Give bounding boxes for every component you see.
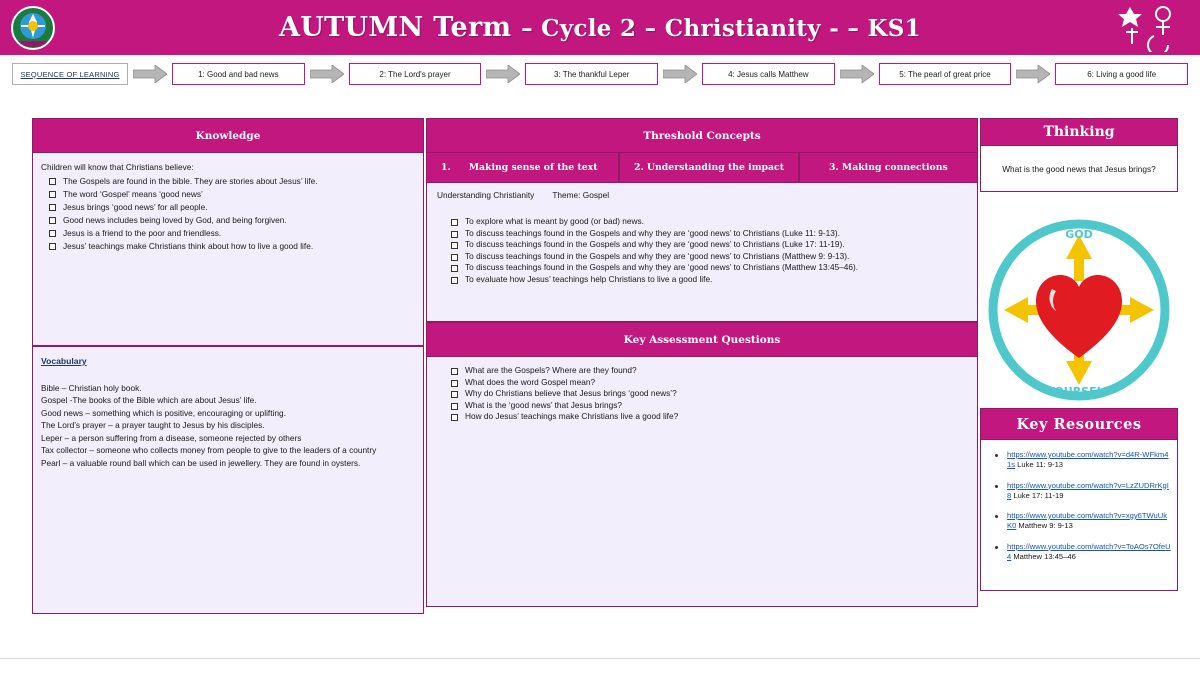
list-item — [987, 511, 1171, 532]
resource-reference: Matthew 13:45–46 — [1011, 551, 1076, 561]
page-header — [0, 0, 1200, 55]
resource-link[interactable]: https://www.youtube.com/watch?v=xgy6TWuUkK0 — [1007, 511, 1168, 531]
knowledge-intro: Children will know that Christians believe: — [41, 162, 194, 172]
trust-logo — [1116, 4, 1186, 52]
threshold-unit-theme — [437, 190, 967, 200]
list-item: Jesus’ teachings make Christians think about how to live a good life. — [41, 240, 415, 252]
vocabulary-title-text: Vocabulary — [41, 356, 87, 366]
list-item: How do Jesus’ teachings make Christians live a good life? — [437, 411, 967, 421]
knowledge-panel-title: Knowledge — [32, 118, 424, 153]
list-item: Jesus brings ‘good news’ for all people. — [41, 201, 415, 213]
list-item: The Gospels are found in the bible. They are stories about Jesus’ life. — [41, 175, 415, 187]
threshold-column-3 — [799, 153, 978, 183]
vocabulary-panel-title — [32, 346, 424, 368]
threshold-theme-label: Theme: Gospel — [552, 190, 610, 200]
middle-column — [426, 118, 978, 607]
list-item: To explore what is meant by good (or bad) news. — [437, 216, 967, 226]
list-item: To discuss teachings found in the Gospels and why they are ‘good news’ to Christians (Matthew 13:45–46). — [437, 262, 967, 272]
threshold-column-1-label: Making sense of the text — [468, 162, 598, 173]
threshold-column-1-number: 1. — [441, 162, 451, 173]
list-item: To discuss teachings found in the Gospels and why they are ‘good news’ to Christians (Matthew 9: 9-13). — [437, 251, 967, 261]
page-title-cycle: – Cycle 2 – Christianity - – KS1 — [521, 15, 921, 42]
right-column — [980, 118, 1178, 591]
assessment-panel-title: Key Assessment Questions — [426, 322, 978, 357]
threshold-concepts-title: Threshold Concepts — [426, 118, 978, 153]
footer-divider — [0, 658, 1200, 659]
key-resources-title: Key Resources — [980, 408, 1178, 440]
vocabulary-line: Leper – a person suffering from a disease, someone rejected by others — [41, 432, 302, 443]
resource-link[interactable]: https://www.youtube.com/watch?v=d4R-WFkm41s — [1007, 450, 1169, 470]
sequence-of-learning-bar — [0, 60, 1200, 88]
list-item: The word ‘Gospel’ means ‘good news’ — [41, 188, 415, 200]
vocabulary-line: Bible – Christian holy book. — [41, 383, 142, 393]
threshold-column-3-number: 3. — [828, 162, 839, 173]
sequence-arrow-icon — [486, 65, 520, 83]
sequence-step-2[interactable]: 2: The Lord's prayer — [349, 63, 482, 85]
resource-reference: Luke 11: 9-13 — [1015, 460, 1064, 470]
vocabulary-line: Pearl – a valuable round ball which can be used in jewellery. They are found in oysters. — [41, 457, 361, 468]
threshold-column-2 — [619, 153, 798, 183]
sequence-step-6[interactable]: 6: Living a good life — [1055, 63, 1188, 85]
list-item: What are the Gospels? Where are they found? — [437, 365, 967, 375]
list-item: To discuss teachings found in the Gospels and why they are ‘good news’ to Christians (Luke 17: 11-19). — [437, 239, 967, 249]
sequence-arrow-icon — [840, 65, 874, 83]
threshold-column-2-label: Understanding the impact — [646, 162, 785, 173]
left-column — [32, 118, 424, 614]
vocabulary-line: Tax collector – someone who collects money from people to give to the leaders of a country — [41, 445, 377, 456]
threshold-concepts-body — [426, 183, 978, 322]
love-god-love-yourself-heart-emblem — [980, 212, 1178, 408]
list-item: Good news includes being loved by God, and being forgiven. — [41, 214, 415, 226]
thinking-panel-title: Thinking — [980, 118, 1178, 146]
sequence-step-3[interactable]: 3: The thankful Leper — [525, 63, 658, 85]
page-title — [279, 12, 921, 43]
thinking-question: What is the good news that Jesus brings? — [980, 146, 1178, 192]
sequence-arrow-icon — [1016, 65, 1050, 83]
assessment-questions-list — [437, 365, 967, 421]
sequence-step-5[interactable]: 5: The pearl of great price — [879, 63, 1012, 85]
threshold-column-2-number: 2. — [633, 162, 644, 173]
page-title-term: AUTUMN Term — [279, 12, 522, 43]
resource-reference: Matthew 9: 9-13 — [1016, 521, 1073, 531]
list-item: To discuss teachings found in the Gospels and why they are ‘good news’ to Christians (Luke 11: 9-13). — [437, 228, 967, 238]
list-item — [987, 450, 1171, 471]
threshold-objectives-list — [437, 216, 967, 284]
sequence-label: SEQUENCE OF LEARNING — [12, 63, 128, 85]
vocabulary-line: The Lord’s prayer – a prayer taught to Jesus by his disciples. — [41, 420, 265, 431]
sequence-step-4[interactable]: 4: Jesus calls Matthew — [702, 63, 835, 85]
content-board — [32, 118, 1178, 653]
threshold-unit-label: Understanding Christianity — [437, 190, 535, 200]
vocabulary-panel-body — [32, 368, 424, 614]
sequence-step-1[interactable]: 1: Good and bad news — [172, 63, 305, 85]
list-item: What is the ‘good news’ that Jesus brings? — [437, 400, 967, 410]
list-item: Jesus is a friend to the poor and friendless. — [41, 227, 415, 239]
list-item: What does the word Gospel mean? — [437, 377, 967, 387]
resource-link[interactable]: https://www.youtube.com/watch?v=LzZUDRrKgI8 — [1007, 480, 1169, 500]
sequence-arrow-icon — [663, 65, 697, 83]
sequence-arrow-icon — [133, 65, 167, 83]
key-resources-list — [987, 450, 1171, 562]
svg-text:YOURSELF: YOURSELF — [1046, 385, 1112, 398]
list-item: To evaluate how Jesus’ teachings help Christians to live a good life. — [437, 274, 967, 284]
list-item — [987, 542, 1171, 563]
key-resources-body — [980, 440, 1178, 591]
list-item: Why do Christians believe that Jesus brings ‘good news’? — [437, 388, 967, 398]
threshold-column-1 — [426, 153, 619, 183]
threshold-column-3-label: Making connections — [841, 162, 948, 173]
resource-link[interactable]: https://www.youtube.com/watch?v=ToAOs7OfeU4 — [1007, 541, 1171, 561]
svg-text:GOD: GOD — [1065, 228, 1093, 241]
threshold-concepts-columns — [426, 153, 978, 183]
assessment-panel-body — [426, 357, 978, 607]
sequence-arrow-icon — [310, 65, 344, 83]
knowledge-list — [41, 175, 415, 252]
school-crest-logo — [10, 5, 56, 51]
knowledge-panel-body — [32, 153, 424, 346]
resource-reference: Luke 17: 11-19 — [1011, 490, 1064, 500]
list-item — [987, 481, 1171, 502]
vocabulary-line: Gospel -The books of the Bible which are about Jesus’ life. — [41, 395, 257, 406]
vocabulary-line: Good news – something which is positive, encouraging or uplifting. — [41, 407, 286, 418]
